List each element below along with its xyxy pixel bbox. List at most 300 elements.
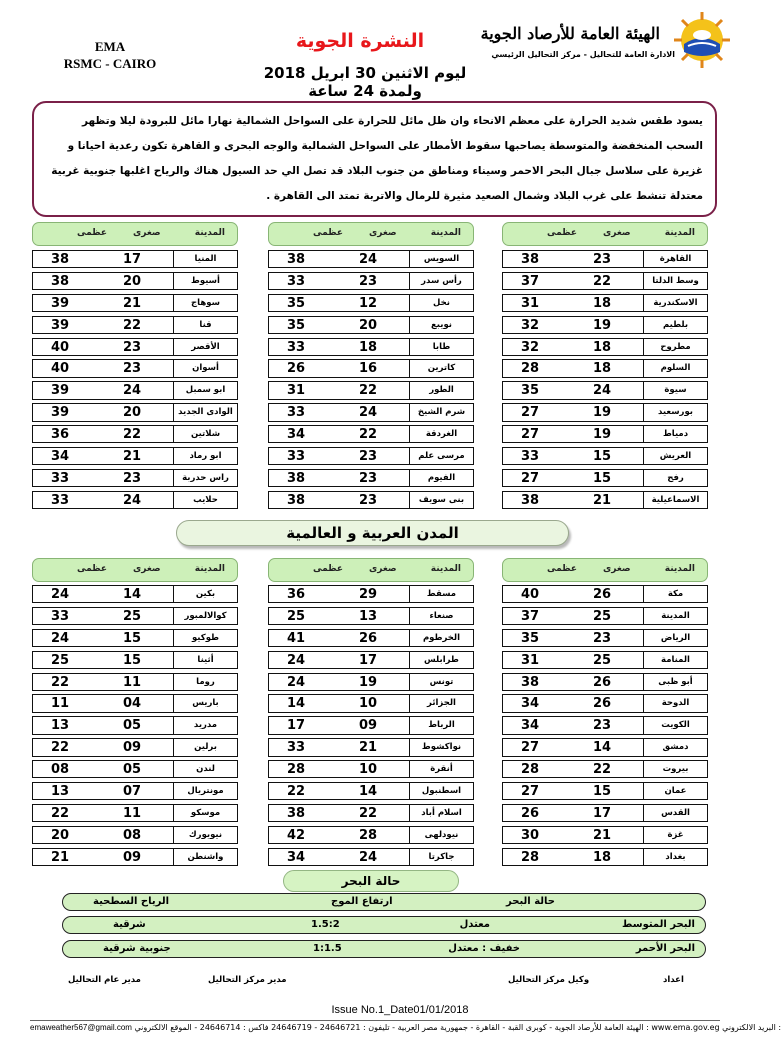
max-temp: 34 <box>50 449 70 465</box>
max-temp: 36 <box>50 427 70 443</box>
max-temp: 34 <box>286 849 306 865</box>
max-temp: 27 <box>520 427 540 443</box>
table-row <box>502 359 708 377</box>
city-name: بيروت <box>643 761 707 777</box>
min-temp: 21 <box>592 492 612 508</box>
table-row <box>32 381 238 399</box>
table-row <box>268 782 474 800</box>
min-temp: 22 <box>122 317 142 333</box>
city-name: نيودلهى <box>409 827 473 843</box>
max-temp: 38 <box>286 805 306 821</box>
bulletin-date: ليوم الاثنين 30 ابريل 2018 ولمدة 24 ساعة <box>263 64 467 100</box>
max-temp: 35 <box>520 630 540 646</box>
column-min: صغرى <box>603 228 631 238</box>
table-row <box>32 826 238 844</box>
city-name: اسطنبول <box>409 783 473 799</box>
min-temp: 23 <box>358 449 378 465</box>
column-city: المدينة <box>194 564 225 574</box>
max-temp: 38 <box>520 674 540 690</box>
max-temp: 33 <box>286 740 306 756</box>
city-name: المدينة <box>643 608 707 624</box>
wave-height: 1:1.5 <box>313 943 342 954</box>
table-row <box>502 760 708 778</box>
min-temp: 15 <box>122 652 142 668</box>
sea-header-winds: الرياح السطحية <box>93 896 170 907</box>
column-city: المدينة <box>194 228 225 238</box>
egypt_panels-panel-2 <box>268 222 474 513</box>
city-name: الاسماعيلية <box>643 492 707 508</box>
ema-label <box>40 38 180 72</box>
table-row <box>502 629 708 647</box>
max-temp: 24 <box>50 587 70 602</box>
city-name: الأقصر <box>173 339 237 355</box>
city-name: نويبع <box>409 317 473 333</box>
table-row <box>268 272 474 290</box>
max-temp: 38 <box>286 492 306 508</box>
city-name: مدريد <box>173 717 237 733</box>
table-row <box>502 316 708 334</box>
table-row <box>502 250 708 268</box>
table-row <box>268 469 474 487</box>
city-name: الفيوم <box>409 470 473 486</box>
table-row <box>268 447 474 465</box>
general-director-signature: مدير عام التحاليل <box>68 975 141 985</box>
min-temp: 23 <box>358 492 378 508</box>
forecast-text: يسود طقس شديد الحرارة على معظم الانحاء وان ظل مائل للحرارة على السواحل الشمالية نهارا مائل للبرودة ليلا وتظهر السحب المنخفضة والمتوسطة يصاحبها سقوط الأمطار على السواحل الشمالية والوجه البحرى و القاهرة تكون رعدية احيانا و غزيرة على سلاسل جبال البحر الاحمر وسيناء ومناطق من جنوب البلاد قد تصل الي حد السيول هناك والرياح اغلبها جنوبية غربية معتدلة تنشط على غرب البلاد وشمال الصعيد مثيرة للرمال والاتربة تمتد الى القاهرة . <box>32 101 717 217</box>
city-name: شلاتين <box>173 426 237 442</box>
table-row <box>268 425 474 443</box>
min-temp: 10 <box>358 696 378 712</box>
max-temp: 13 <box>50 718 70 734</box>
sea-name: البحر المتوسط <box>622 919 695 930</box>
max-temp: 38 <box>286 252 306 267</box>
max-temp: 35 <box>520 383 540 399</box>
sea-state-header <box>62 893 706 911</box>
city-name: لندن <box>173 761 237 777</box>
min-temp: 23 <box>592 252 612 267</box>
max-temp: 24 <box>286 674 306 690</box>
min-temp: 09 <box>358 718 378 734</box>
city-name: صنعاء <box>409 608 473 624</box>
min-temp: 21 <box>592 827 612 843</box>
max-temp: 33 <box>50 470 70 486</box>
min-temp: 24 <box>358 849 378 865</box>
organization-name: الهيئة العامة للأرصاد الجوية <box>480 24 660 43</box>
city-name: الوادى الجديد <box>173 404 237 420</box>
city-name: جاكرتا <box>409 849 473 865</box>
sea-state: خفيف : معتدل <box>448 943 520 954</box>
min-temp: 29 <box>358 587 378 602</box>
max-temp: 34 <box>286 427 306 443</box>
table-row <box>502 738 708 756</box>
city-name: المنامة <box>643 652 707 668</box>
table-row <box>32 403 238 421</box>
max-temp: 39 <box>50 295 70 311</box>
min-temp: 26 <box>592 674 612 690</box>
city-name: الخرطوم <box>409 630 473 646</box>
table-row <box>502 403 708 421</box>
table-row <box>268 585 474 603</box>
table-row <box>32 694 238 712</box>
panel-header <box>32 558 238 582</box>
max-temp: 33 <box>286 449 306 465</box>
min-temp: 23 <box>592 630 612 646</box>
table-row <box>502 782 708 800</box>
max-temp: 28 <box>520 361 540 377</box>
sea-state-title: حالة البحر <box>283 870 459 892</box>
city-name: المنيا <box>173 251 237 267</box>
min-temp: 26 <box>592 696 612 712</box>
min-temp: 19 <box>592 317 612 333</box>
table-row <box>32 316 238 334</box>
min-temp: 09 <box>122 849 142 865</box>
min-temp: 08 <box>122 827 142 843</box>
city-name: تونس <box>409 674 473 690</box>
city-name: السويس <box>409 251 473 267</box>
max-temp: 08 <box>50 762 70 778</box>
table-row <box>32 585 238 603</box>
city-name: طوكيو <box>173 630 237 646</box>
max-temp: 24 <box>50 630 70 646</box>
table-row <box>268 359 474 377</box>
table-row <box>268 381 474 399</box>
city-name: بنى سويف <box>409 492 473 508</box>
city-name: مونتريال <box>173 783 237 799</box>
city-name: العريش <box>643 448 707 464</box>
panel-header <box>268 558 474 582</box>
max-temp: 32 <box>520 317 540 333</box>
table-row <box>502 338 708 356</box>
min-temp: 18 <box>592 849 612 865</box>
city-name: أسيوط <box>173 273 237 289</box>
min-temp: 24 <box>592 383 612 399</box>
city-name: ابو سمبل <box>173 382 237 398</box>
city-name: سيوة <box>643 382 707 398</box>
min-temp: 18 <box>592 295 612 311</box>
min-temp: 07 <box>122 784 142 800</box>
city-name: حلايب <box>173 492 237 508</box>
table-row <box>32 469 238 487</box>
rsmc-label: RSMC - CAIRO <box>63 56 157 71</box>
max-temp: 17 <box>286 718 306 734</box>
column-min: صغرى <box>369 228 397 238</box>
sea-row-red-sea <box>62 940 706 958</box>
footer-divider <box>30 1020 720 1021</box>
table-row <box>32 491 238 509</box>
max-temp: 33 <box>286 339 306 355</box>
min-temp: 12 <box>358 295 378 311</box>
table-row <box>502 694 708 712</box>
table-row <box>268 338 474 356</box>
table-row <box>268 738 474 756</box>
sea-state: معتدل <box>459 919 490 930</box>
city-name: الغردقة <box>409 426 473 442</box>
table-row <box>502 491 708 509</box>
min-temp: 20 <box>358 317 378 333</box>
table-row <box>32 738 238 756</box>
table-row <box>502 673 708 691</box>
min-temp: 23 <box>592 718 612 734</box>
min-temp: 19 <box>592 427 612 443</box>
min-temp: 26 <box>358 630 378 646</box>
min-temp: 23 <box>358 470 378 486</box>
max-temp: 24 <box>286 652 306 668</box>
table-row <box>502 381 708 399</box>
max-temp: 30 <box>520 827 540 843</box>
city-name: بلطيم <box>643 317 707 333</box>
issue-number: Issue No.1_Date01/01/2018 <box>331 1004 469 1016</box>
max-temp: 40 <box>50 361 70 377</box>
footer-email[interactable]: emaweather567@gmail.com <box>30 1023 132 1032</box>
arab-world-cities-title: المدن العربية و العالمية <box>176 520 569 546</box>
max-temp: 39 <box>50 405 70 421</box>
min-temp: 24 <box>122 383 142 399</box>
min-temp: 04 <box>122 696 142 712</box>
max-temp: 22 <box>50 740 70 756</box>
city-name: رفح <box>643 470 707 486</box>
table-row <box>32 447 238 465</box>
min-temp: 05 <box>122 718 142 734</box>
min-temp: 17 <box>358 652 378 668</box>
table-row <box>502 447 708 465</box>
column-min: صغرى <box>133 228 161 238</box>
city-name: برلين <box>173 739 237 755</box>
city-name: أسوان <box>173 360 237 376</box>
max-temp: 33 <box>50 492 70 508</box>
city-name: بغداد <box>643 849 707 865</box>
column-max: عظمى <box>313 564 344 574</box>
max-temp: 39 <box>50 317 70 333</box>
column-city: المدينة <box>430 564 461 574</box>
max-temp: 27 <box>520 740 540 756</box>
min-temp: 23 <box>358 273 378 289</box>
max-temp: 41 <box>286 630 306 646</box>
egypt_panels-panel-1 <box>502 222 708 513</box>
table-row <box>32 294 238 312</box>
column-max: عظمى <box>547 228 578 238</box>
sea-row-mediterranean <box>62 916 706 934</box>
min-temp: 20 <box>122 405 142 421</box>
table-row <box>268 694 474 712</box>
max-temp: 22 <box>286 784 306 800</box>
table-row <box>502 651 708 669</box>
min-temp: 13 <box>358 608 378 624</box>
city-name: بورسعيد <box>643 404 707 420</box>
min-temp: 21 <box>358 740 378 756</box>
table-row <box>32 359 238 377</box>
min-temp: 11 <box>122 805 142 821</box>
table-row <box>32 673 238 691</box>
footer-contact <box>30 1023 781 1032</box>
min-temp: 25 <box>122 608 142 624</box>
city-name: كوالالمبور <box>173 608 237 624</box>
min-temp: 17 <box>592 805 612 821</box>
table-row <box>502 425 708 443</box>
max-temp: 38 <box>520 252 540 267</box>
city-name: الاسكندرية <box>643 295 707 311</box>
max-temp: 31 <box>520 652 540 668</box>
sea-header-waves: ارتفاع الموج <box>331 896 393 907</box>
table-row <box>268 491 474 509</box>
table-row <box>502 607 708 625</box>
max-temp: 31 <box>286 383 306 399</box>
egypt_panels-panel-3 <box>32 222 238 513</box>
city-name: الكويت <box>643 717 707 733</box>
min-temp: 18 <box>592 361 612 377</box>
min-temp: 28 <box>358 827 378 843</box>
panel-header <box>268 222 474 246</box>
min-temp: 20 <box>122 273 142 289</box>
max-temp: 37 <box>520 608 540 624</box>
min-temp: 15 <box>122 630 142 646</box>
max-temp: 28 <box>520 849 540 865</box>
table-row <box>32 425 238 443</box>
min-temp: 21 <box>122 449 142 465</box>
table-row <box>502 294 708 312</box>
city-name: الجزائر <box>409 695 473 711</box>
table-row <box>502 804 708 822</box>
center-director-signature: مدير مركز التحاليل <box>208 975 287 985</box>
panel-header <box>502 222 708 246</box>
table-row <box>268 294 474 312</box>
table-row <box>268 760 474 778</box>
city-name: الرباط <box>409 717 473 733</box>
table-row <box>502 848 708 866</box>
column-city: المدينة <box>664 228 695 238</box>
min-temp: 11 <box>122 674 142 690</box>
city-name: طابا <box>409 339 473 355</box>
table-row <box>32 651 238 669</box>
world_panels-panel-3 <box>32 558 238 870</box>
min-temp: 23 <box>122 470 142 486</box>
table-row <box>32 760 238 778</box>
city-name: أنقرة <box>409 761 473 777</box>
column-max: عظمى <box>313 228 344 238</box>
max-temp: 14 <box>286 696 306 712</box>
min-temp: 14 <box>358 784 378 800</box>
max-temp: 21 <box>50 849 70 865</box>
max-temp: 34 <box>520 718 540 734</box>
min-temp: 22 <box>358 427 378 443</box>
max-temp: 38 <box>50 252 70 267</box>
max-temp: 26 <box>520 805 540 821</box>
table-row <box>32 716 238 734</box>
min-temp: 09 <box>122 740 142 756</box>
surface-winds: جنوبية شرقية <box>103 943 171 954</box>
max-temp: 42 <box>286 827 306 843</box>
city-name: مسقط <box>409 586 473 602</box>
city-name: قنا <box>173 317 237 333</box>
city-name: دمشق <box>643 739 707 755</box>
max-temp: 36 <box>286 587 306 602</box>
column-city: المدينة <box>430 228 461 238</box>
table-row <box>268 250 474 268</box>
min-temp: 25 <box>592 608 612 624</box>
min-temp: 26 <box>592 587 612 602</box>
min-temp: 23 <box>122 361 142 377</box>
panel-header <box>502 558 708 582</box>
city-name: اسلام أباد <box>409 805 473 821</box>
deputy-director-signature: وكيل مركز التحاليل <box>508 975 590 985</box>
city-name: الدوحة <box>643 695 707 711</box>
city-name: القاهرة <box>643 251 707 267</box>
max-temp: 40 <box>520 587 540 602</box>
table-row <box>268 673 474 691</box>
table-row <box>268 629 474 647</box>
column-max: عظمى <box>547 564 578 574</box>
min-temp: 14 <box>592 740 612 756</box>
max-temp: 27 <box>520 470 540 486</box>
min-temp: 10 <box>358 762 378 778</box>
city-name: سوهاج <box>173 295 237 311</box>
city-name: مكة <box>643 586 707 602</box>
min-temp: 15 <box>592 784 612 800</box>
min-temp: 19 <box>358 674 378 690</box>
min-temp: 22 <box>358 805 378 821</box>
prepared-by: اعداد <box>663 975 684 985</box>
max-temp: 28 <box>520 762 540 778</box>
max-temp: 38 <box>520 492 540 508</box>
city-name: السلوم <box>643 360 707 376</box>
table-row <box>502 716 708 734</box>
city-name: نيويورك <box>173 827 237 843</box>
city-name: موسكو <box>173 805 237 821</box>
city-name: الطور <box>409 382 473 398</box>
max-temp: 22 <box>50 805 70 821</box>
table-row <box>502 585 708 603</box>
max-temp: 38 <box>50 273 70 289</box>
city-name: طرابلس <box>409 652 473 668</box>
max-temp: 25 <box>286 608 306 624</box>
min-temp: 22 <box>358 383 378 399</box>
min-temp: 24 <box>122 492 142 508</box>
min-temp: 21 <box>122 295 142 311</box>
table-row <box>268 316 474 334</box>
city-name: مرسى علم <box>409 448 473 464</box>
max-temp: 35 <box>286 317 306 333</box>
sea-header-state: حالة البحر <box>506 896 555 907</box>
min-temp: 15 <box>592 449 612 465</box>
city-name: أثينا <box>173 652 237 668</box>
city-name: راس حدربة <box>173 470 237 486</box>
max-temp: 26 <box>286 361 306 377</box>
city-name: أبو ظبى <box>643 674 707 690</box>
max-temp: 13 <box>50 784 70 800</box>
column-city: المدينة <box>664 564 695 574</box>
city-name: القدس <box>643 805 707 821</box>
max-temp: 11 <box>50 696 70 712</box>
city-name: ابو رماد <box>173 448 237 464</box>
city-name: نواكشوط <box>409 739 473 755</box>
city-name: باريس <box>173 695 237 711</box>
table-row <box>32 250 238 268</box>
ema-logo-icon <box>672 10 732 70</box>
table-row <box>502 826 708 844</box>
min-temp: 24 <box>358 252 378 267</box>
max-temp: 20 <box>50 827 70 843</box>
max-temp: 22 <box>50 674 70 690</box>
max-temp: 27 <box>520 405 540 421</box>
city-name: الرياض <box>643 630 707 646</box>
city-name: بكين <box>173 586 237 602</box>
bulletin-title: النشرة الجوية <box>295 30 425 52</box>
column-max: عظمى <box>77 564 108 574</box>
table-row <box>268 848 474 866</box>
city-name: دمياط <box>643 426 707 442</box>
table-row <box>32 629 238 647</box>
min-temp: 14 <box>122 587 142 602</box>
max-temp: 33 <box>286 405 306 421</box>
